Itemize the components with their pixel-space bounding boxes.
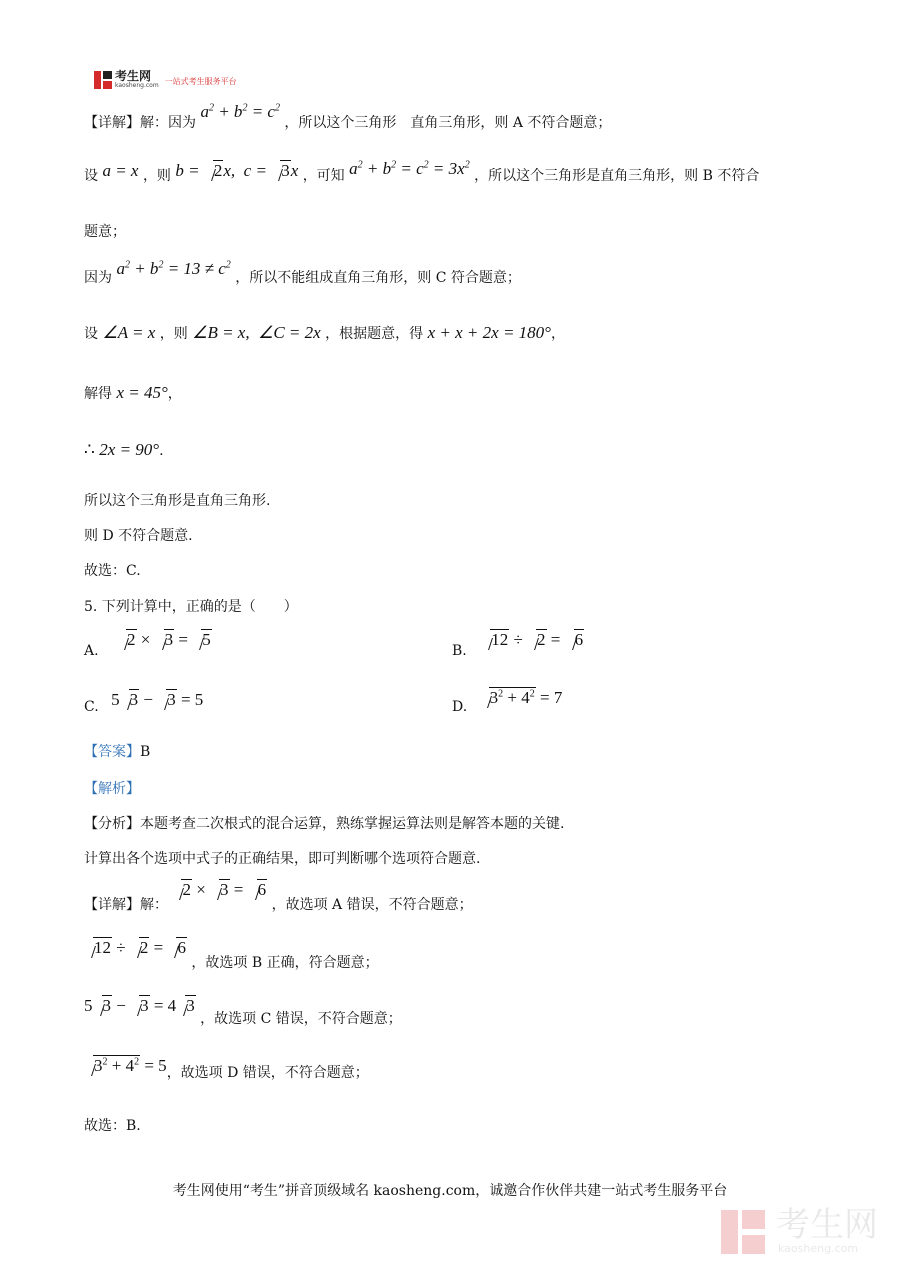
footer-text: 考生网使用“考生”拼音顶级域名 kaosheng.com，诚邀合作伙伴共建一站式考生服务平台 <box>172 1183 728 1199</box>
answer-value: B <box>140 744 151 760</box>
text-segment: ，所以这个三角形是直角三角形，则 B 不符合 <box>474 168 760 184</box>
text-segment: ，根据题意，得 <box>325 326 424 342</box>
therefore-symbol: ∴ <box>84 440 95 459</box>
math-expr: 2 × 3 = 6 <box>172 880 267 899</box>
math-expr: ∠A = x <box>102 323 156 342</box>
math-expr: 5 3 − 3 = 5 <box>111 690 204 709</box>
logo-name: 考生网 <box>115 69 152 83</box>
text-segment: ，故选项 B 正确，符合题意； <box>191 955 379 971</box>
watermark-name: 考生网 <box>776 1205 878 1245</box>
math-expr: $a^2 + b^2 = c^2 = 3x^2$ <box>349 159 470 178</box>
detail-line-5: 设 ∠A = x ，则 ∠B = x, ∠C = 2x ，根据题意，得 x + x + 2x = 180°， <box>84 323 565 342</box>
detail-line-6: 解得 x = 45°， <box>84 383 182 402</box>
text-segment: 【详解】解：因为 <box>84 115 196 131</box>
text-segment: ，故选项 A 错误，不符合题意； <box>271 897 473 913</box>
option-label: A. <box>84 643 99 659</box>
option-d <box>452 688 563 715</box>
site-logo <box>94 70 237 89</box>
text-segment: ，可知 <box>302 168 345 184</box>
text-segment: ，则 <box>142 168 171 184</box>
math-expr: $a^2 + b^2 = 13 \ne c^2$ <box>116 259 231 278</box>
math-expr: x + x + 2x = 180° <box>427 323 551 342</box>
math-expr: $3^2 + 4^2 = 5$ <box>84 1056 167 1075</box>
logo-icon <box>94 71 112 89</box>
analysis-line-2: 计算出各个选项中式子的正确结果，即可判断哪个选项符合题意. <box>84 851 481 867</box>
math-expr: ∠B = x, ∠C = 2x <box>192 323 321 342</box>
detail-line-4 <box>84 259 521 287</box>
text-segment: 解得 <box>84 386 112 402</box>
answer-line <box>84 741 150 761</box>
detail-line-3: 题意； <box>84 224 126 240</box>
watermark-domain: kaosheng.com <box>778 1242 859 1255</box>
option-c <box>84 690 204 715</box>
analysis-label: 【解析】 <box>84 781 140 797</box>
text-segment: ，则 <box>159 326 188 342</box>
option-label: D. <box>452 699 468 715</box>
detail-line-2 <box>84 159 760 185</box>
watermark-icon <box>721 1210 765 1254</box>
option-label: C. <box>84 699 99 715</box>
text-segment: 设 <box>84 168 98 184</box>
text-segment: ，所以这个三角形 直角三角形，则 A 不符合题意； <box>284 115 612 131</box>
final-answer: 故选：B. <box>84 1118 141 1134</box>
math-expr: a = x <box>102 161 139 180</box>
text-segment: 【详解】解： <box>84 897 168 913</box>
analysis-line-1: 【分析】本题考查二次根式的混合运算，熟练掌握运算法则是解答本题的关键. <box>84 816 565 832</box>
detail-line-8: 所以这个三角形是直角三角形. <box>84 493 271 509</box>
math-expr: $3^2 + 4^2 = 7$ <box>480 688 563 707</box>
math-expr: $a^2 + b^2 = c^2$ <box>200 102 280 121</box>
option-b <box>452 630 584 659</box>
watermark-logo <box>721 1205 878 1255</box>
logo-domain: kaosheng.com <box>115 82 159 89</box>
math-expr: 12 ÷ 2 = 6 <box>481 630 584 649</box>
detail-b <box>84 938 379 971</box>
math-expr: 2x = 90° <box>99 440 160 459</box>
text-segment: ，故选项 C 错误，不符合题意； <box>200 1011 402 1027</box>
option-a <box>84 630 212 659</box>
text-segment: 设 <box>84 326 98 342</box>
math-expr: b = 2x, c = 3x <box>175 161 299 180</box>
detail-line-9: 则 D 不符合题意. <box>84 528 193 544</box>
math-expr: x = 45° <box>116 383 168 402</box>
math-expr: 12 ÷ 2 = 6 <box>84 938 187 957</box>
logo-slogan: 一站式考生服务平台 <box>164 77 237 86</box>
detail-line-1 <box>84 102 612 132</box>
detail-line-10: 故选：C. <box>84 563 141 579</box>
text-segment: ，故选项 D 错误，不符合题意； <box>166 1065 369 1081</box>
detail-a <box>84 880 473 913</box>
text-segment: ，所以不能组成直角三角形，则 C 符合题意； <box>235 270 521 286</box>
question-5: 5. 下列计算中，正确的是（ ） <box>84 599 298 615</box>
detail-line-7: ∴ 2x = 90°. <box>84 440 164 459</box>
math-expr: 2 × 3 = 5 <box>117 630 212 649</box>
detail-c <box>84 996 402 1027</box>
answer-label: 【答案】 <box>84 744 140 760</box>
option-label: B. <box>452 643 467 659</box>
text-segment: 因为 <box>84 270 112 286</box>
math-expr: 5 3 − 3 = 4 3 <box>84 996 195 1015</box>
detail-d <box>84 1056 369 1081</box>
